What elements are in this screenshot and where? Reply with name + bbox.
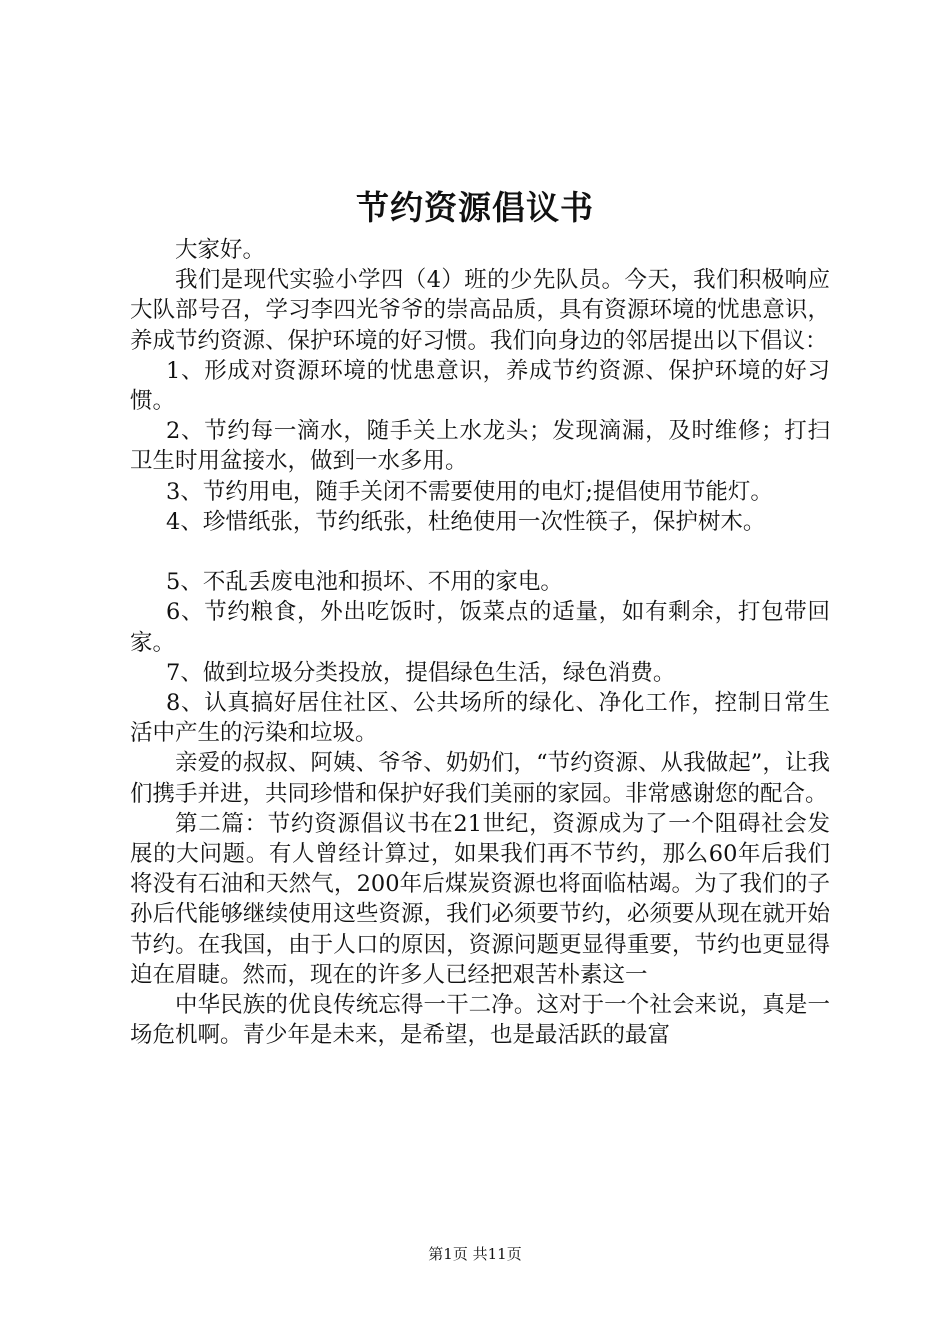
proposal-item-3: 3、节约用电，随手关闭不需要使用的电灯;提倡使用节能灯。: [166, 478, 773, 505]
part-two-paragraph: 第二篇：节约资源倡议书在21世纪，资源成为了一个阻碍社会发展的大问题。有人曾经计算过，如果我们再不节约，那么60年后我们将没有石油和天然气，200年后煤炭资源也将面临枯竭。为了我们的子孙后代能够继续使用这些资源，我们必须要节约，必须要从现在就开始节约。在我国，由于人口的原因，资源问题更显得重要，节约也更显得迫在眉睫。然而，现在的许多人已经把艰苦朴素这一: [130, 810, 830, 988]
proposal-item-5: 5、不乱丢废电池和损坏、不用的家电。: [166, 569, 563, 596]
intro-paragraph: 我们是现代实验小学四（4）班的少先队员。今天，我们积极响应大队部号召，学习李四光爷爷的崇高品质，具有资源环境的忧患意识，养成节约资源、保护环境的好习惯。我们向身边的邻居提出以下倡议：: [130, 267, 830, 354]
document-title: 节约资源倡议书: [356, 188, 594, 227]
greeting-paragraph: 大家好。: [175, 237, 266, 263]
proposal-item-1: 1、形成对资源环境的忧患意识，养成节约资源、保护环境的好习惯。: [130, 357, 830, 415]
appeal-paragraph: 亲爱的叔叔、阿姨、爷爷、奶奶们，“节约资源、从我做起”，让我们携手并进，共同珍惜和保护好我们美丽的家园。非常感谢您的配合。: [130, 750, 830, 807]
proposal-item-4: 4、珍惜纸张，节约纸张，杜绝使用一次性筷子，保护树木。: [166, 508, 766, 535]
blank-line: [130, 537, 830, 567]
page-number-footer: 第1页 共11页: [428, 1245, 522, 1263]
document-body: [130, 235, 830, 1050]
proposal-item-6: 6、节约粮食，外出吃饭时，饭菜点的适量，如有剩余，打包带回家。: [130, 599, 830, 656]
proposal-item-7: 7、做到垃圾分类投放，提倡绿色生活，绿色消费。: [166, 659, 676, 686]
proposal-item-2: 2、节约每一滴水，随手关上水龙头；发现滴漏，及时维修；打扫卫生时用盆接水，做到一水多用。: [130, 418, 830, 475]
continuation-paragraph: 中华民族的优良传统忘得一干二净。这对于一个社会来说，真是一场危机啊。青少年是未来，是希望，也是最活跃的最富: [130, 992, 830, 1049]
proposal-item-8: 8、认真搞好居住社区、公共场所的绿化、净化工作，控制日常生活中产生的污染和垃圾。: [130, 690, 830, 747]
